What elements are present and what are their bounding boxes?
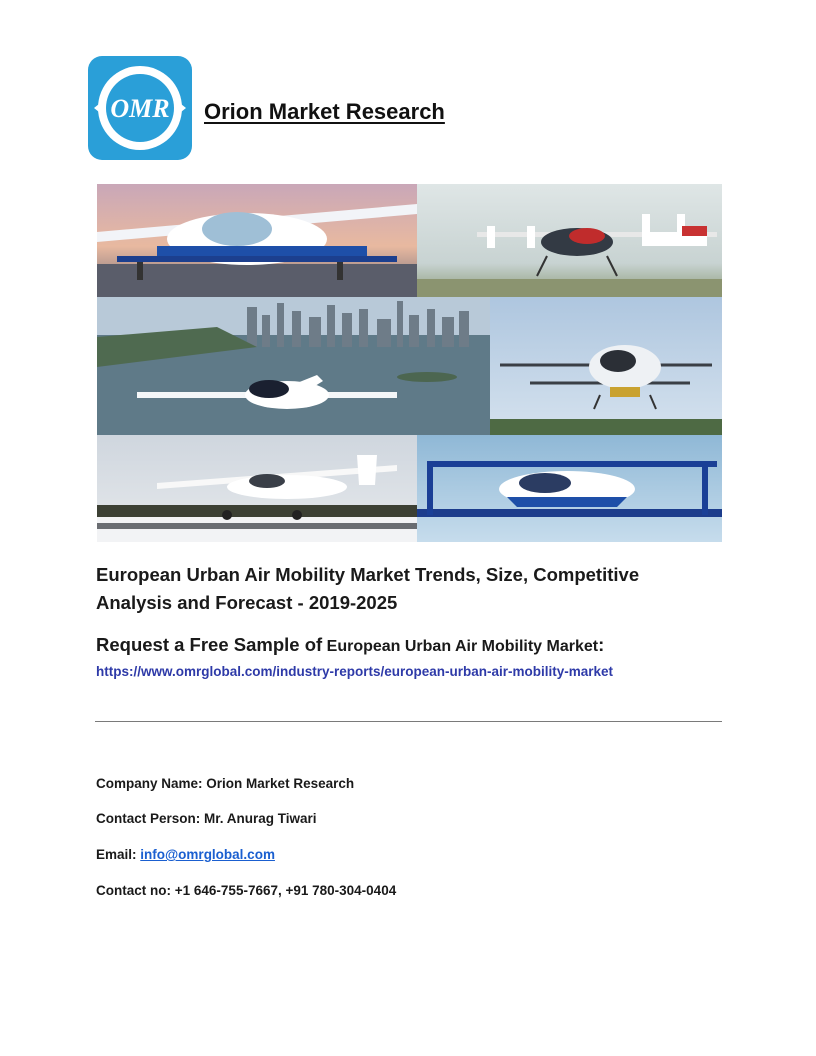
contact-phone-value: +1 646-755-7667, +91 780-304-0404 [174,883,397,898]
contact-person-value: Mr. Anurag Tiwari [204,811,317,826]
contact-person-label: Contact Person: [96,811,201,826]
report-title [96,561,736,617]
photo-lilium-jet-over-city [97,297,490,435]
omr-logo [88,56,192,160]
omr-logo-letters: OMR [110,94,170,123]
contact-phone-label: Contact no: [96,883,171,898]
aircraft-photo-collage [97,184,722,542]
contact-person [96,811,317,826]
sample-suffix: : [598,634,605,655]
company-title-link[interactable]: Orion Market Research [204,99,445,124]
email-link[interactable]: info@omrglobal.com [140,847,275,862]
sample-url-link[interactable]: https://www.omrglobal.com/industry-reports/european-urban-air-mobility-market [96,664,614,679]
photo-electric-plane-runway [97,435,417,542]
photo-multirotor-evtol-hover [417,184,722,297]
report-title-line2: Analysis and Forecast - 2019-2025 [96,592,398,613]
report-title-line1: European Urban Air Mobility Market Trends, Size, Competitive [96,564,640,585]
contact-email-label: Email: [96,847,137,862]
contact-company-label: Company Name: [96,776,203,791]
sample-request-heading [96,634,604,656]
contact-email [96,847,275,862]
contact-company-value: Orion Market Research [206,776,355,791]
photo-ehang-drone [490,297,722,435]
photo-blue-evtol-flight [417,435,722,542]
sample-prefix: Request a Free Sample of [96,634,323,655]
photo-blue-evtol-ground [97,184,417,297]
contact-phone [96,883,396,898]
sample-market-name: European Urban Air Mobility Market [326,638,599,655]
contact-company [96,776,354,791]
omr-logo-graphic [88,56,192,160]
section-divider [95,721,722,722]
